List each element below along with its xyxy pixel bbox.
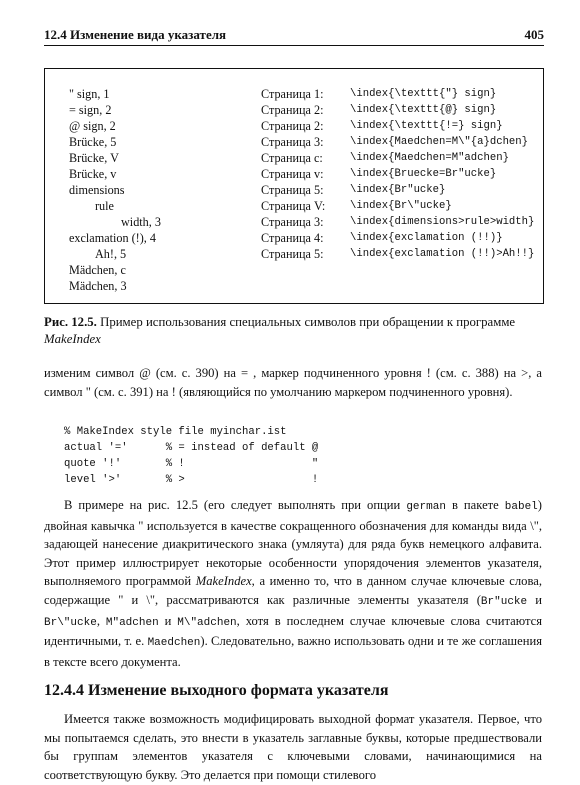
caption-program: MakeIndex (44, 332, 101, 346)
header-section-title: 12.4 Изменение вида указателя (44, 27, 227, 42)
page-label: Страница V: (261, 199, 326, 213)
paragraph-2: В примере на рис. 12.5 (его следует выполнять при опции german в пакете babel) двойная кавычка " используется в качестве сокращенного обозначения для команды вида \", задающей нанесение диакритического знака (умляута) для ряда букв немецкого алфавита. Этот пример иллюстрирует некоторые особенности упорядочения элементов указателя, выполняемого программой MakeIndex, а именно то, что в данном случае ключевые слова, содержащие " и \", рассматриваются как различные элементы указателя (Br"ucke и Br\"ucke, M"adchen и M\"adchen, хотя в последнем случае ключевые слова считаются идентичными, т. е. Maedchen). Следовательно, важно использовать одни и те же соглашения в тексте всего документа. (44, 498, 543, 669)
index-command: \index{Br\"ucke} (350, 200, 452, 212)
index-entry: Brücke, v (69, 167, 117, 181)
code-line: % MakeIndex style file myinchar.ist (64, 426, 287, 438)
page-label: Страница 4: (261, 231, 324, 245)
page-label: Страница 2: (261, 103, 324, 117)
code-line: quote '!' % ! " (64, 458, 319, 470)
index-entry: Brücke, V (69, 151, 119, 165)
figure-12-5-box (44, 68, 544, 304)
index-command: \index{Br"ucke} (350, 184, 446, 196)
page-label: Страница 3: (261, 215, 324, 229)
caption-text: Пример использования специальных символов при обращении к программе (96, 315, 516, 329)
page-label: Страница c: (261, 151, 323, 165)
index-command: \index{\texttt{!=} sign} (350, 120, 503, 132)
index-entry: @ sign, 2 (69, 119, 116, 133)
index-entry: dimensions (69, 183, 125, 197)
index-entry: Mädchen, c (69, 263, 126, 277)
running-header (44, 27, 544, 46)
index-entry: rule (95, 199, 114, 213)
index-command: \index{Maedchen=M"adchen} (350, 152, 509, 164)
page-label: Страница 1: (261, 87, 324, 101)
index-entry: width, 3 (121, 215, 161, 229)
code-block (64, 424, 318, 488)
figure-index-column (69, 86, 161, 294)
page-label: Страница 3: (261, 135, 324, 149)
index-entry: = sign, 2 (69, 103, 112, 117)
figure-commands-column (350, 86, 534, 262)
code-line: actual '=' % = instead of default @ (64, 442, 319, 454)
caption-label: Рис. 12.5. (44, 315, 97, 329)
index-command: \index{\texttt{@} sign} (350, 104, 497, 116)
section-heading: 12.4.4 Изменение выходного формата указателя (44, 682, 389, 699)
header-page-number: 405 (524, 27, 544, 42)
index-command: \index{Maedchen=M\"{a}dchen} (350, 136, 529, 148)
index-entry: " sign, 1 (69, 87, 110, 101)
index-entry: exclamation (!), 4 (69, 231, 156, 245)
page-label: Страница 5: (261, 183, 324, 197)
figure-caption (44, 314, 542, 348)
paragraph-1: изменим символ @ (см. с. 390) на = , маркер подчиненного уровня ! (см. с. 388) на >, а символ " (см. с. 391) на ! (являющийся по умолчанию маркером подчиненного уровня). (44, 366, 542, 399)
index-entry: Brücke, 5 (69, 135, 117, 149)
index-command: \index{exclamation (!!)>Ah!!} (350, 248, 535, 260)
index-command: \index{exclamation (!!)} (350, 232, 503, 244)
index-entry: Mädchen, 3 (69, 279, 127, 293)
code-line: level '>' % > ! (64, 474, 319, 486)
figure-pages-column (261, 86, 325, 262)
index-command: \index{dimensions>rule>width} (350, 216, 535, 228)
paragraph-3: Имеется также возможность модифицировать выходной формат указателя. Первое, что мы попытаемся сделать, это внести в указатель заглавные буквы, которые предшествовали бы группам элементов указателя с ключевыми словами, начинающимися на соответствующую букву. Это делается при помощи стилевого (44, 712, 542, 782)
page-label: Страница 2: (261, 119, 324, 133)
index-command: \index{Bruecke=Br"ucke} (350, 168, 497, 180)
index-command: \index{\texttt{"} sign} (350, 88, 497, 100)
index-entry: Ah!, 5 (95, 247, 127, 261)
page-label: Страница v: (261, 167, 324, 181)
page-label: Страница 5: (261, 247, 324, 261)
